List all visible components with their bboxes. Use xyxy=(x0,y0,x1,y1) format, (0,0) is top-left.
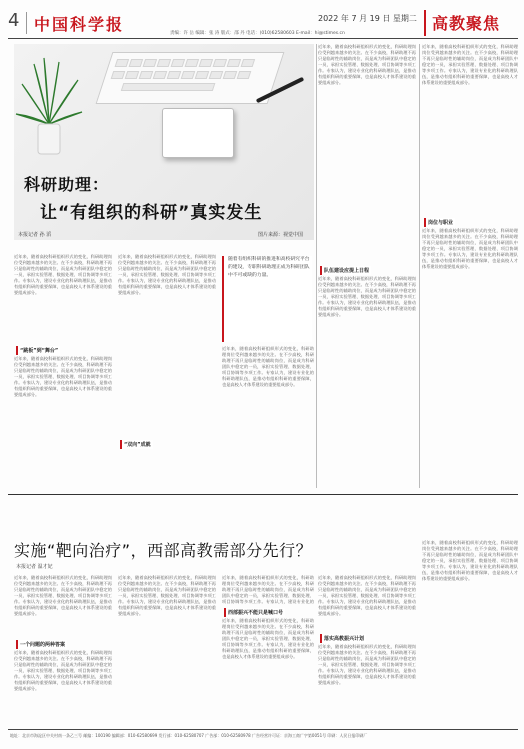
bottom-subhead-1: 一个问题的两种答案 xyxy=(16,640,67,649)
plant-icon xyxy=(14,54,84,164)
pull-quote: 随着有组织科研的推进和高校研究平台的建设，专职科研助理正成为科研团队中不可或缺的力量。 xyxy=(222,256,312,342)
dateline xyxy=(318,13,417,24)
section-divider xyxy=(424,10,426,36)
feature-subhead-4: 岗位与职业 xyxy=(424,218,455,227)
feature-title-line1: 科研助理： xyxy=(24,175,110,194)
bottom-column-3a: 近年来，随着高校科研组织形式的变化，科研助理岗位受到越来越多的关注。在不少高校，科研助理不再只是临时性的辅助岗位，而是成为科研团队中稳定的一员，承担实验管理、数据处理、项目协调等多项工作。专家认为，建设专业化的 xyxy=(222,575,314,604)
bottom-column-1a: 近年来，随着高校科研组织形式的变化，科研助理岗位受到越来越多的关注。在不少高校，科研助理不再只是临时性的辅助岗位，而是成为科研团队中稳定的一员，承担实验管理、数据处理、项目协调等多项工作。专家认为，建设专业化的科研助理队伍，是推动有组织科研的重要保障，也是高校人才体系建设的重要组成部分。 xyxy=(14,575,112,616)
feature-column-5a: 近年来，随着高校科研组织形式的变化，科研助理岗位受到越来越多的关注。在不少高校，科研助理不再只是临时性的辅助岗位，而是成为科研团队中稳定的一员，承担实验管理、数据处理、项目协调等多项工作。专家认为，建设专业化的科研助理队伍，是推动有组织科研的重要保障，也是高校人才体系建设的重要组成部分。 xyxy=(422,44,518,85)
newspaper-masthead: 中国科学报 xyxy=(34,15,125,34)
footer-info: 地址：北京市海淀区中关村南一条乙三号 邮编：100190 编辑部：010-62580699 发行部：010-62580707 广告部：010-62580978 广告经营许可证：京海工商广字第0051号 印刷：人民日报印刷厂 xyxy=(10,733,368,738)
feature-subhead-2: “双向”成就 xyxy=(120,440,153,449)
photo-credit: 图片来源：视觉中国 xyxy=(258,232,304,238)
column-divider xyxy=(316,44,317,488)
keyboard xyxy=(96,52,285,104)
bottom-column-4a: 近年来，随着高校科研组织形式的变化，科研助理岗位受到越来越多的关注。在不少高校，科研助理不再只是临时性的辅助岗位，而是成为科研团队中稳定的一员，承担实验管理、数据处理、项目协调等多项工作。专家认为，建设专业化的科研助理队伍，是推动有组织科研的重要保障，也是高校人才体系建设的重要组成部分。 xyxy=(318,575,416,616)
feature-column-4a: 近年来，随着高校科研组织形式的变化，科研助理岗位受到越来越多的关注。在不少高校，科研助理不再只是临时性的辅助岗位，而是成为科研团队中稳定的一员，承担实验管理、数据处理、项目协调等多项工作。专家认为，建设专业化的科研助理队伍，是推动有组织科研的重要保障，也是高校人才体系建设的重要组成部分。 xyxy=(318,44,416,85)
bottom-column-2: 近年来，随着高校科研组织形式的变化，科研助理岗位受到越来越多的关注。在不少高校，科研助理不再只是临时性的辅助岗位，而是成为科研团队中稳定的一员，承担实验管理、数据处理、项目协调等多项工作。专家认为，建设专业化的科研助理队伍，是推动有组织科研的重要保障，也是高校人才体系建设的重要组成部分。 xyxy=(118,575,216,616)
header-rule xyxy=(8,38,518,39)
page-number-divider xyxy=(26,12,27,34)
coffee-cup xyxy=(162,108,234,158)
feature-column-1b: 近年来，随着高校科研组织形式的变化，科研助理岗位受到越来越多的关注。在不少高校，科研助理不再只是临时性的辅助岗位，而是成为科研团队中稳定的一员，承担实验管理、数据处理、项目协调等多项工作。专家认为，建设专业化的科研助理队伍，是推动有组织科研的重要保障，也是高校人才体系建设的重要组成部分。 xyxy=(14,356,112,397)
bottom-article-title: 实施“靶向治疗”，西部高教需部分先行？ xyxy=(14,541,313,560)
bottom-article-byline: 本报记者 温才妃 xyxy=(16,564,53,570)
feature-column-1a: 近年来，随着高校科研组织形式的变化，科研助理岗位受到越来越多的关注。在不少高校，科研助理不再只是临时性的辅助岗位，而是成为科研团队中稳定的一员，承担实验管理、数据处理、项目协调等多项工作。专家认为，建设专业化的科研助理队伍，是推动有组织科研的重要保障，也是高校人才体系建设的重要组成部分。 xyxy=(14,254,112,295)
section-rule xyxy=(8,494,518,495)
issue-weekday: 星期二 xyxy=(392,14,417,23)
feature-column-2: 近年来，随着高校科研组织形式的变化，科研助理岗位受到越来越多的关注。在不少高校，科研助理不再只是临时性的辅助岗位，而是成为科研团队中稳定的一员，承担实验管理、数据处理、项目协调等多项工作。专家认为，建设专业化的科研助理队伍，是推动有组织科研的重要保障，也是高校人才体系建设的重要组成部分。 xyxy=(118,254,216,295)
bottom-column-5: 近年来，随着高校科研组织形式的变化，科研助理岗位受到越来越多的关注。在不少高校，科研助理不再只是临时性的辅助岗位，而是成为科研团队中稳定的一员，承担实验管理、数据处理、项目协调等多项工作。专家认为，建设专业化的科研助理队伍，是推动有组织科研的重要保障，也是高校人才体系建设的重要组成部分。 xyxy=(422,540,518,581)
feature-column-5b: 近年来，随着高校科研组织形式的变化，科研助理岗位受到越来越多的关注。在不少高校，科研助理不再只是临时性的辅助岗位，而是成为科研团队中稳定的一员，承担实验管理、数据处理、项目协调等多项工作。专家认为，建设专业化的科研助理队伍，是推动有组织科研的重要保障，也是高校人才体系建设的重要组成部分。 xyxy=(422,228,518,269)
bottom-column-4b: 近年来，随着高校科研组织形式的变化，科研助理岗位受到越来越多的关注。在不少高校，科研助理不再只是临时性的辅助岗位，而是成为科研团队中稳定的一员，承担实验管理、数据处理、项目协调等多项工作。专家认为，建设专业化的科研助理队伍，是推动有组织科研的重要保障，也是高校人才体系建设的重要组成部分。 xyxy=(318,644,416,685)
bottom-subhead-3: 落实高教振兴计划 xyxy=(320,634,366,643)
issue-date: 2022 年 7 月 19 日 xyxy=(318,14,391,23)
bottom-column-1b: 近年来，随着高校科研组织形式的变化，科研助理岗位受到越来越多的关注。在不少高校，科研助理不再只是临时性的辅助岗位，而是成为科研团队中稳定的一员，承担实验管理、数据处理、项目协调等多项工作。专家认为，建设专业化的科研助理队伍，是推动有组织科研的重要保障，也是高校人才体系建设的重要组成部分。 xyxy=(14,650,112,691)
editor-contact: 责编：许 岳 编辑：张 涛 版式：邵 丹 电话：(010)62580603 E-mail：hi@stimes.cn xyxy=(170,31,345,36)
bottom-column-3b: 近年来，随着高校科研组织形式的变化，科研助理岗位受到越来越多的关注。在不少高校，科研助理不再只是临时性的辅助岗位，而是成为科研团队中稳定的一员，承担实验管理、数据处理、项目协调等多项工作。专家认为，建设专业化的科研助理队伍，是推动有组织科研的重要保障，也是高校人才体系建设的重要组成部分。 xyxy=(222,618,314,659)
footer-rule xyxy=(8,729,518,730)
feature-subhead-3: 队伍建设应提上日程 xyxy=(320,266,371,275)
feature-byline: 本报记者 孙 滔 xyxy=(18,232,52,238)
column-divider xyxy=(419,44,420,488)
bottom-subhead-2: 西部振兴不能只是喊口号 xyxy=(224,608,285,617)
page-number: 4 xyxy=(8,10,20,31)
feature-column-4b: 近年来，随着高校科研组织形式的变化，科研助理岗位受到越来越多的关注。在不少高校，科研助理不再只是临时性的辅助岗位，而是成为科研团队中稳定的一员，承担实验管理、数据处理、项目协调等多项工作。专家认为，建设专业化的科研助理队伍，是推动有组织科研的重要保障，也是高校人才体系建设的重要组成部分。 xyxy=(318,276,416,317)
feature-subhead-1: “跳板”到“舞台” xyxy=(16,346,60,355)
feature-column-3: 近年来，随着高校科研组织形式的变化，科研助理岗位受到越来越多的关注。在不少高校，科研助理不再只是临时性的辅助岗位，而是成为科研团队中稳定的一员，承担实验管理、数据处理、项目协调等多项工作。专家认为，建设专业化的科研助理队伍，是推动有组织科研的重要保障，也是高校人才体系建设的重要组成部分。 xyxy=(222,346,314,387)
feature-title-line2: 让“有组织的科研”真实发生 xyxy=(40,203,263,223)
section-title: 高教聚焦 xyxy=(432,14,501,33)
